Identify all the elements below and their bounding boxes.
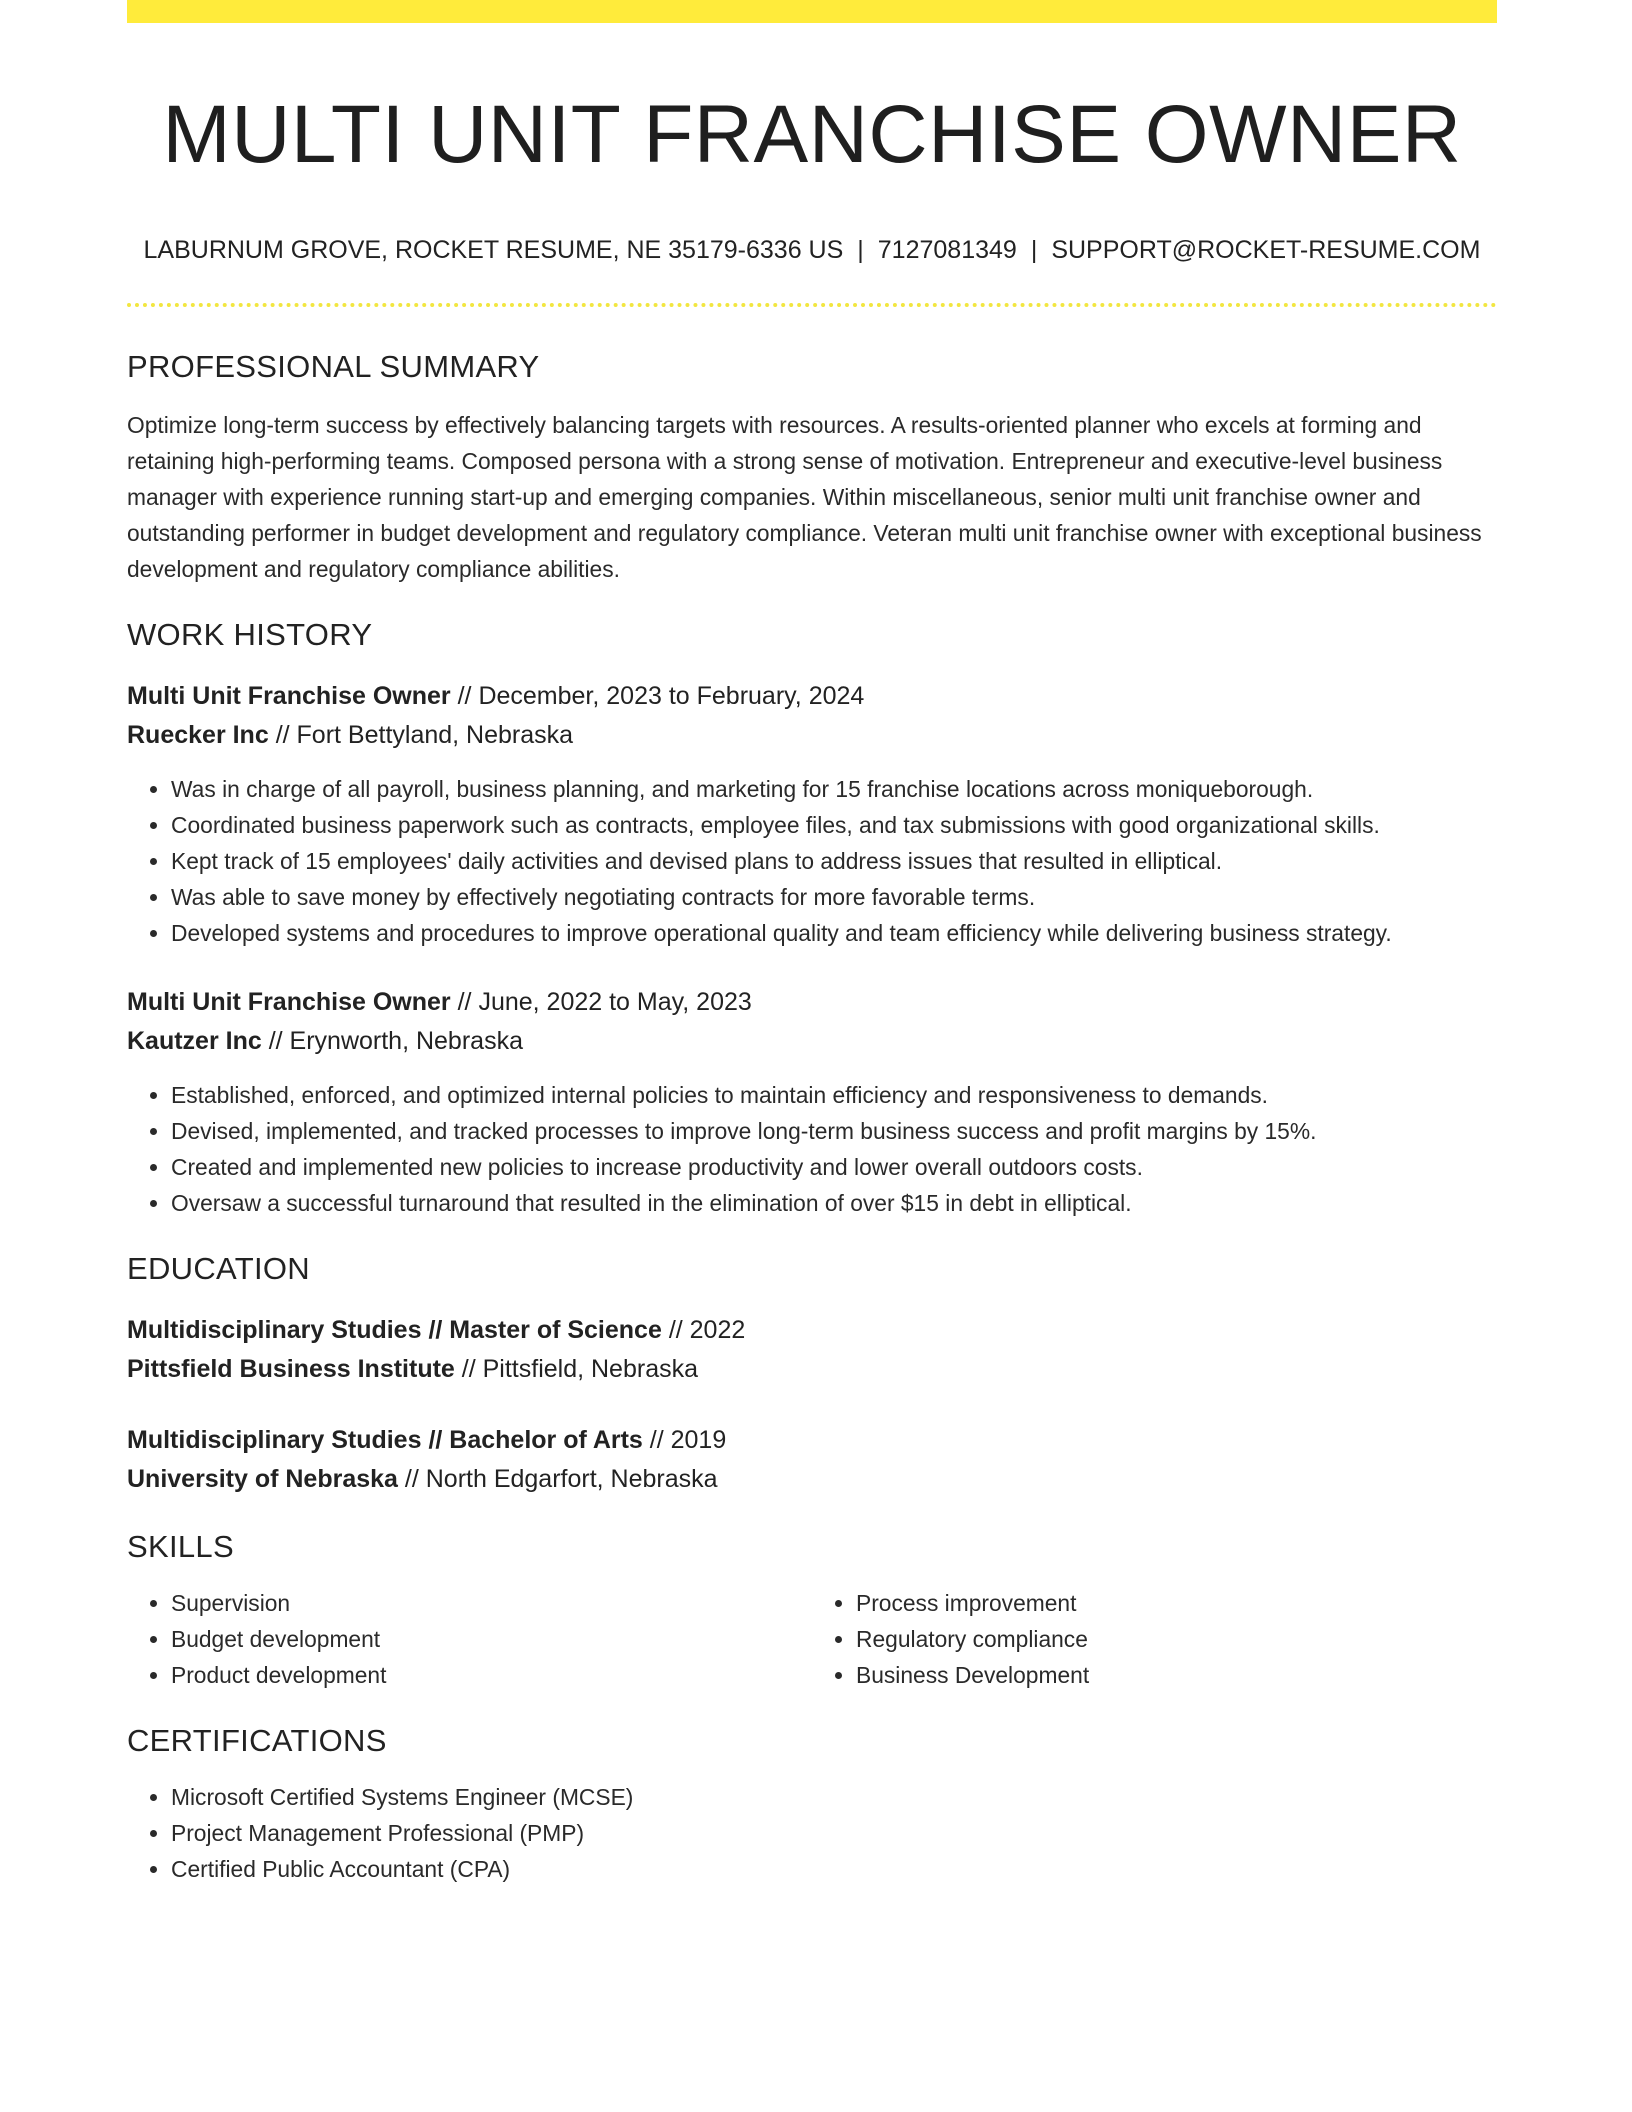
- list-item: • Coordinated business paperwork such as contracts, employee files, and tax submissions with good organizational skills.: [171, 807, 1497, 843]
- education-school: Pittsfield Business Institute: [127, 1355, 455, 1383]
- job-bullets: [127, 1077, 1497, 1221]
- job-title-line: [127, 983, 1497, 1022]
- list-item: • Product development: [171, 1657, 812, 1693]
- section-title-certifications: CERTIFICATIONS: [127, 1723, 387, 1758]
- list-item: • Certified Public Accountant (CPA): [171, 1851, 1497, 1887]
- education-degree: Multidisciplinary Studies // Master of Science: [127, 1316, 662, 1344]
- education-degree-line: [127, 1421, 1497, 1460]
- job-dates: // June, 2022 to May, 2023: [450, 988, 752, 1016]
- education-school-line: [127, 1460, 1497, 1499]
- education-school-line: [127, 1350, 1497, 1389]
- education-location: // Pittsfield, Nebraska: [454, 1355, 698, 1383]
- header-divider: [127, 303, 1497, 307]
- list-item: • Developed systems and procedures to improve operational quality and team efficiency while delivering business strategy.: [171, 915, 1497, 951]
- job-location: // Fort Bettyland, Nebraska: [268, 721, 574, 749]
- education-year: // 2022: [661, 1316, 746, 1344]
- list-item: • Budget development: [171, 1621, 812, 1657]
- contact-phone: 7127081349: [877, 236, 1017, 264]
- contact-separator: |: [857, 236, 864, 264]
- list-item: • Devised, implemented, and tracked processes to improve long-term business success and profit margins by 15%.: [171, 1113, 1497, 1149]
- resume-page: [127, 0, 1497, 1887]
- education-location: // North Edgarfort, Nebraska: [397, 1465, 718, 1493]
- contact-email: SUPPORT@ROCKET-RESUME.COM: [1051, 236, 1481, 264]
- education-degree: Multidisciplinary Studies // Bachelor of Arts: [127, 1426, 643, 1454]
- list-item: • Kept track of 15 employees' daily activities and devised plans to address issues that resulted in elliptical.: [171, 843, 1497, 879]
- list-item: • Process improvement: [856, 1585, 1497, 1621]
- accent-top-bar: [127, 0, 1497, 23]
- list-item: • Supervision: [171, 1585, 812, 1621]
- contact-address: LABURNUM GROVE, ROCKET RESUME, NE 35179-6336 US: [143, 236, 844, 264]
- list-item: • Project Management Professional (PMP): [171, 1815, 1497, 1851]
- list-item: • Established, enforced, and optimized internal policies to maintain efficiency and responsiveness to demands.: [171, 1077, 1497, 1113]
- job-bullets: [127, 771, 1497, 951]
- skills-columns: [127, 1585, 1497, 1693]
- contact-separator: |: [1030, 236, 1038, 264]
- job-company-line: [127, 1022, 1497, 1061]
- job-entry: [127, 983, 1497, 1221]
- job-company: Ruecker Inc: [127, 721, 269, 749]
- list-item: • Was able to save money by effectively negotiating contracts for more favorable terms.: [171, 879, 1497, 915]
- education-entry: [127, 1311, 1497, 1389]
- job-role: Multi Unit Franchise Owner: [127, 682, 451, 710]
- list-item: • Microsoft Certified Systems Engineer (MCSE): [171, 1779, 1497, 1815]
- skills-list-left: [127, 1585, 812, 1693]
- section-title-summary: PROFESSIONAL SUMMARY: [127, 349, 540, 384]
- list-item: • Was in charge of all payroll, business planning, and marketing for 15 franchise locations across moniqueborough.: [171, 771, 1497, 807]
- education-entry: [127, 1421, 1497, 1499]
- job-role: Multi Unit Franchise Owner: [127, 988, 451, 1016]
- education-school: University of Nebraska: [127, 1465, 398, 1493]
- list-item: • Regulatory compliance: [856, 1621, 1497, 1657]
- section-title-work-history: WORK HISTORY: [127, 617, 373, 652]
- job-entry: [127, 677, 1497, 951]
- list-item: • Oversaw a successful turnaround that resulted in the elimination of over $15 in debt in elliptical.: [171, 1185, 1497, 1221]
- education-year: // 2019: [642, 1426, 727, 1454]
- summary-text: Optimize long-term success by effectively balancing targets with resources. A results-oriented planner who excels at forming and retaining high-performing teams. Composed persona with a strong sense of motivation. Entrepreneur and executive-level business manager with experience running start-up and emerging companies. Within miscellaneous, senior multi unit franchise owner and outstanding performer in budget development and regulatory compliance. Veteran multi unit franchise owner with exceptional business development and regulatory compliance abilities.: [127, 412, 1482, 582]
- list-item: • Created and implemented new policies to increase productivity and lower overall outdoors costs.: [171, 1149, 1497, 1185]
- certifications-list: [127, 1779, 1497, 1887]
- job-company-line: [127, 716, 1497, 755]
- section-title-education: EDUCATION: [127, 1251, 310, 1286]
- list-item: • Business Development: [856, 1657, 1497, 1693]
- job-location: // Erynworth, Nebraska: [261, 1027, 523, 1055]
- job-company: Kautzer Inc: [127, 1027, 262, 1055]
- section-title-skills: SKILLS: [127, 1529, 234, 1564]
- education-degree-line: [127, 1311, 1497, 1350]
- candidate-name: MULTI UNIT FRANCHISE OWNER: [162, 89, 1462, 180]
- contact-line: [127, 233, 1497, 267]
- job-title-line: [127, 677, 1497, 716]
- skills-list-right: [812, 1585, 1497, 1693]
- job-dates: // December, 2023 to February, 2024: [450, 682, 865, 710]
